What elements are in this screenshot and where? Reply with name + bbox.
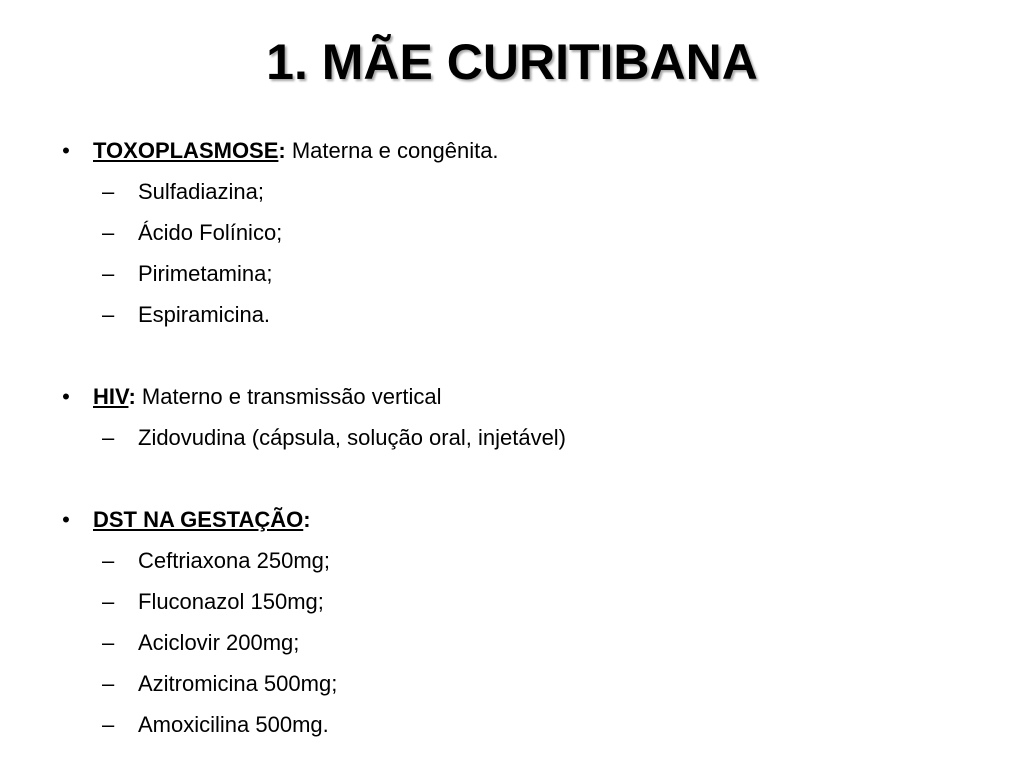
bullet-marker: •	[62, 384, 70, 409]
bullet-label: HIV:	[93, 384, 136, 409]
slide-content	[56, 130, 996, 745]
sub-item-text: Espiramicina.	[138, 302, 271, 327]
dash-marker: –	[102, 712, 115, 737]
spacer	[56, 335, 996, 376]
dash-marker: –	[102, 425, 115, 450]
bullet-marker: •	[62, 138, 70, 163]
dash-marker: –	[102, 589, 115, 614]
bullet-label: TOXOPLASMOSE:	[93, 138, 286, 163]
dash-marker: –	[102, 179, 115, 204]
dash-marker: –	[102, 261, 115, 286]
sub-item-text: Amoxicilina 500mg.	[138, 712, 329, 737]
sub-item	[56, 704, 996, 745]
bullet-text	[93, 499, 311, 540]
bullet-text	[93, 130, 499, 171]
sub-item-text: Ceftriaxona 250mg;	[138, 548, 330, 573]
sub-item	[56, 540, 996, 581]
bullet-dst	[56, 499, 996, 540]
sub-item-text: Azitromicina 500mg;	[138, 671, 338, 696]
sub-item	[56, 212, 996, 253]
bullet-hiv	[56, 376, 996, 417]
bullet-text	[93, 376, 441, 417]
sub-item	[56, 417, 996, 458]
bullet-toxoplasmose	[56, 130, 996, 171]
sub-item-text: Ácido Folínico;	[138, 220, 283, 245]
sub-item	[56, 622, 996, 663]
sub-item	[56, 171, 996, 212]
bullet-label: DST NA GESTAÇÃO:	[93, 507, 311, 532]
sub-item	[56, 663, 996, 704]
sub-item-text: Zidovudina (cápsula, solução oral, injetável)	[138, 425, 567, 450]
spacer	[56, 458, 996, 499]
sub-item	[56, 253, 996, 294]
sub-item	[56, 581, 996, 622]
sub-item-text: Aciclovir 200mg;	[138, 630, 300, 655]
dash-marker: –	[102, 302, 115, 327]
bullet-description: Materna e congênita.	[285, 138, 499, 163]
bullet-marker: •	[62, 507, 70, 532]
bullet-description: Materno e transmissão vertical	[135, 384, 442, 409]
sub-item-text: Sulfadiazina;	[138, 179, 264, 204]
sub-item-text: Fluconazol 150mg;	[138, 589, 324, 614]
dash-marker: –	[102, 671, 115, 696]
dash-marker: –	[102, 220, 115, 245]
slide-title: 1. MÃE CURITIBANA	[266, 34, 758, 90]
sub-item-text: Pirimetamina;	[138, 261, 273, 286]
dash-marker: –	[102, 548, 115, 573]
sub-item	[56, 294, 996, 335]
dash-marker: –	[102, 630, 115, 655]
